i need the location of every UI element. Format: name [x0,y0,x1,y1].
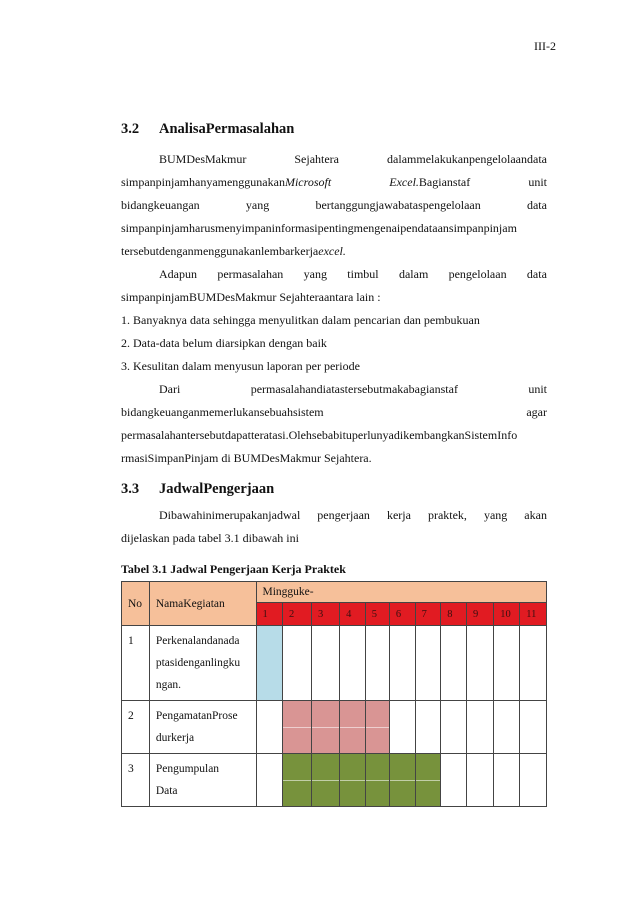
section-title: JadwalPengerjaan [159,481,275,497]
header-activity: NamaKegiatan [149,582,256,626]
week-slot [466,754,493,807]
week-slot [283,626,312,701]
week-slot [311,754,339,807]
schedule-table [121,581,547,807]
week-slot [256,754,283,807]
week-cell: 6 [389,603,415,626]
list-item: 3. Kesulitan dalam menyusun laporan per periode [121,359,360,373]
cell-divider [366,727,389,728]
activity-name: Perkenalandanada ptasidenganlingku ngan. [149,626,256,701]
cell-divider [340,727,365,728]
cell-divider [390,780,415,781]
list-item: 1. Banyaknya data sehingga menyulitkan dalam pencarian dan pembukuan [121,313,480,327]
paragraph-line: Dibawahinimerupakanjadwal pengerjaan kerja praktek, yang akan [159,508,547,522]
week-cell: 11 [520,603,547,626]
cell-divider [312,727,339,728]
header-no: No [122,582,150,626]
section-title: AnalisaPermasalahan [159,121,295,137]
paragraph-line: Adapun permasalahan yang timbul dalam pengelolaan data [159,267,547,281]
week-slot [311,626,339,701]
row-number: 2 [122,701,150,754]
week-slot [441,701,467,754]
week-cell: 7 [415,603,441,626]
week-cell: 2 [283,603,312,626]
week-slot [340,701,366,754]
week-cell: 5 [365,603,389,626]
cell-divider [312,780,339,781]
cell-divider [416,780,441,781]
cell-divider [340,780,365,781]
week-slot [365,626,389,701]
table-caption: Tabel 3.1 Jadwal Pengerjaan Kerja Praktek [121,562,346,576]
list-item: 2. Data-data belum diarsipkan dengan baik [121,336,327,350]
paragraph-line: permasalahantersebutdapatteratasi.OlehsebabituperlunyadikembangkanSistemInfo [121,428,518,442]
week-slot [415,754,441,807]
paragraph-line: dijelaskan pada tabel 3.1 dibawah ini [121,531,299,545]
header-week: Mingguke- [256,582,546,603]
paragraph-line: simpanpinjamharusmenyimpaninformasipentingmengenaipendataansimpanpinjam [121,221,517,235]
cell-divider [366,780,389,781]
section-number: 3.2 [121,121,140,137]
row-number: 3 [122,754,150,807]
week-slot [494,754,520,807]
week-slot [389,626,415,701]
week-slot [365,701,389,754]
week-cell: 9 [466,603,493,626]
week-slot [311,701,339,754]
week-slot [389,701,415,754]
section-heading-3-2 [121,121,294,138]
row-number: 1 [122,626,150,701]
table-row [122,626,547,701]
activity-name: Pengumpulan Data [149,754,256,807]
table-row [122,701,547,754]
paragraph-line: bidangkeuangan yang bertanggungjawabataspengelolaan data [121,198,547,212]
section-number: 3.3 [121,481,140,497]
week-slot [365,754,389,807]
week-slot [340,754,366,807]
paragraph-line: tersebutdenganmenggunakanlembarkerjaexcel. [121,244,346,258]
week-slot [415,626,441,701]
week-slot [494,626,520,701]
week-slot [389,754,415,807]
week-slot [415,701,441,754]
week-cell: 8 [441,603,467,626]
week-slot [441,626,467,701]
section-heading-3-3 [121,481,274,498]
week-slot [520,626,547,701]
paragraph-line: BUMDesMakmur Sejahtera dalammelakukanpengelolaandata [159,152,547,166]
week-slot [340,626,366,701]
paragraph-line: simpanpinjamBUMDesMakmur Sejahteraantara lain : [121,290,381,304]
week-slot [441,754,467,807]
week-cell: 3 [311,603,339,626]
paragraph-line: bidangkeuanganmemerlukansebuahsistem agar [121,405,547,419]
table-row [122,754,547,807]
week-slot [494,701,520,754]
week-cell: 1 [256,603,283,626]
week-slot [466,626,493,701]
paragraph-line: simpanpinjamhanyamenggunakanMicrosoft Excel.Bagianstaf unit [121,175,547,189]
cell-divider [283,780,311,781]
paragraph-line: rmasiSimpanPinjam di BUMDesMakmur Sejahtera. [121,451,372,465]
week-slot [283,754,312,807]
week-slot [520,701,547,754]
week-slot [256,701,283,754]
week-cell: 10 [494,603,520,626]
week-slot [520,754,547,807]
week-slot [466,701,493,754]
cell-divider [283,727,311,728]
page-number: III-2 [534,39,556,53]
week-slot [283,701,312,754]
week-cell: 4 [340,603,366,626]
paragraph-line: Dari permasalahandiatastersebutmakabagianstaf unit [159,382,547,396]
activity-name: PengamatanProse durkerja [149,701,256,754]
week-slot [256,626,283,701]
